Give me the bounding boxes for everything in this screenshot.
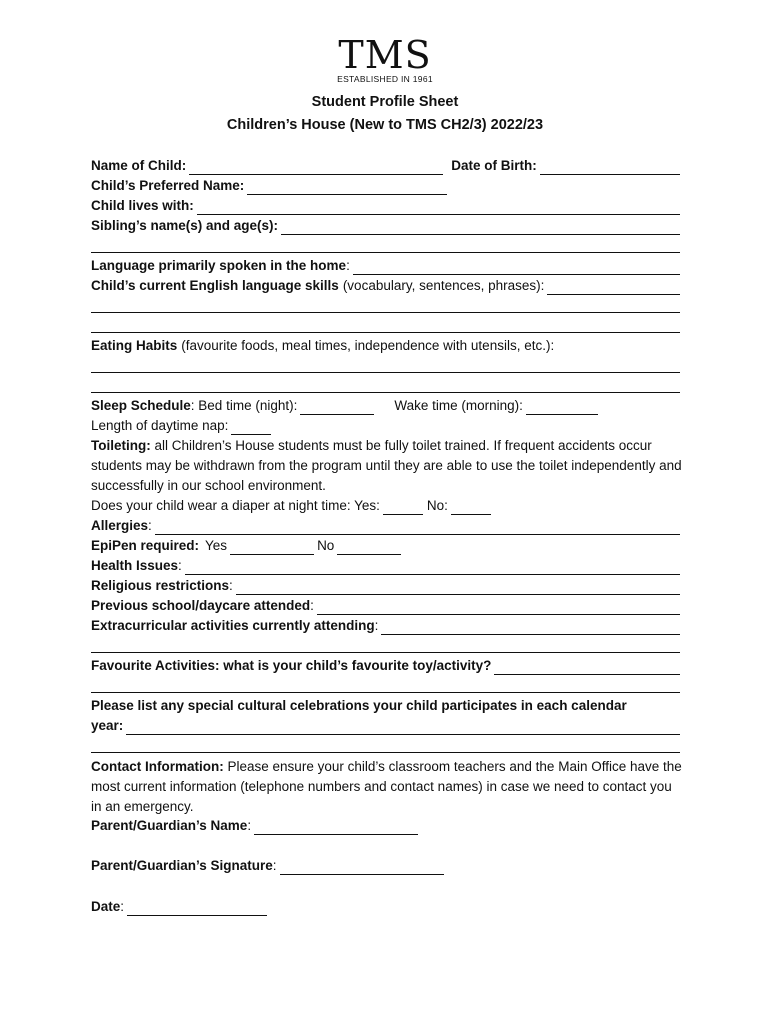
field-preferred-name[interactable]	[247, 180, 447, 195]
label-guardian-name: Parent/Guardian’s Name	[91, 818, 248, 833]
field-bed-time[interactable]	[300, 400, 374, 415]
label-epipen-yes: Yes	[205, 538, 228, 553]
label-lives-with: Child lives with:	[91, 198, 194, 213]
label-health: Health Issues	[91, 558, 179, 573]
row-health	[91, 557, 680, 575]
label-eating: Eating Habits	[91, 338, 178, 353]
label-colon: :	[181, 158, 187, 173]
label-sleep: Sleep Schedule	[91, 398, 191, 413]
row-name-dob	[91, 157, 680, 175]
label-wake-time: Wake time (morning):	[394, 398, 523, 413]
label-guardian-signature: Parent/Guardian’s Signature	[91, 858, 273, 873]
row-eating	[91, 337, 680, 355]
label-colon-health: :	[178, 558, 182, 573]
tms-logo	[0, 33, 770, 84]
field-guardian-signature[interactable]	[280, 860, 444, 875]
field-guardian-name[interactable]	[254, 820, 418, 835]
row-guardian-name	[91, 817, 680, 835]
logo-wordmark: TMS	[338, 33, 432, 77]
field-extracurricular-extra[interactable]	[91, 652, 680, 653]
label-colon-guardian-name: :	[247, 818, 252, 833]
label-colon-language: :	[346, 258, 350, 273]
row-language	[91, 257, 680, 275]
field-diaper-no[interactable]	[451, 500, 491, 515]
label-colon-extracurricular: :	[374, 618, 379, 633]
row-english-skills	[91, 277, 680, 295]
row-epipen	[91, 537, 680, 555]
label-religious: Religious restrictions	[91, 578, 230, 593]
field-religious[interactable]	[236, 580, 680, 595]
row-allergies	[91, 517, 680, 535]
field-date[interactable]	[127, 901, 267, 916]
field-allergies[interactable]	[155, 520, 680, 535]
label-preferred-name: Child’s Preferred Name:	[91, 178, 245, 193]
field-nap[interactable]	[231, 420, 271, 435]
label-name-of-child: Name of Child	[91, 158, 182, 173]
label-cultural: Please list any special cultural celebrations your child participates in each calendar	[91, 698, 627, 713]
field-english-skills[interactable]	[547, 280, 680, 295]
field-eating-1[interactable]	[91, 372, 680, 373]
row-favourite	[91, 657, 680, 675]
label-colon-dob: :	[532, 158, 537, 173]
label-allergies: Allergies	[91, 518, 149, 533]
label-siblings: Sibling’s name(s) and age(s):	[91, 218, 279, 233]
field-siblings[interactable]	[281, 220, 680, 235]
row-nap	[91, 417, 680, 435]
label-favourite: Favourite Activities: what is your child’s favourite toy/activity?	[91, 658, 492, 673]
field-language[interactable]	[353, 260, 680, 275]
field-lives-with[interactable]	[197, 200, 680, 215]
row-siblings	[91, 217, 680, 235]
row-extracurricular	[91, 617, 680, 635]
label-colon-previous: :	[310, 598, 314, 613]
field-english-skills-extra-2[interactable]	[91, 332, 680, 333]
form-title: Student Profile Sheet	[311, 94, 459, 110]
contact-paragraph	[91, 757, 683, 817]
field-extracurricular[interactable]	[381, 620, 680, 635]
field-favourite-extra[interactable]	[91, 692, 680, 693]
label-date-of-birth: Date of Birth	[451, 158, 533, 173]
label-contact: Contact Information:	[91, 759, 224, 774]
field-wake-time[interactable]	[526, 400, 598, 415]
field-date-of-birth[interactable]	[540, 160, 680, 175]
toileting-paragraph	[91, 436, 683, 496]
row-guardian-signature	[91, 857, 680, 875]
label-bed-time: : Bed time (night):	[190, 398, 298, 413]
label-eating-note: (favourite foods, meal times, independence with utensils, etc.):	[181, 338, 555, 353]
field-previous-school[interactable]	[317, 600, 680, 615]
label-extracurricular: Extracurricular activities currently attending	[91, 618, 375, 633]
label-nap: Length of daytime nap:	[91, 418, 229, 433]
field-health[interactable]	[185, 560, 680, 575]
label-colon-allergies: :	[148, 518, 152, 533]
label-date: Date	[91, 899, 121, 914]
row-preferred-name	[91, 177, 680, 195]
field-english-skills-extra-1[interactable]	[91, 312, 680, 313]
label-colon-signature: :	[272, 858, 277, 873]
field-name-of-child[interactable]	[189, 160, 443, 175]
row-cultural-1	[91, 697, 680, 715]
label-diaper-no: No:	[426, 498, 448, 513]
field-favourite[interactable]	[494, 660, 680, 675]
row-previous-school	[91, 597, 680, 615]
label-epipen: EpiPen required:	[91, 538, 200, 553]
field-diaper-yes[interactable]	[383, 500, 423, 515]
field-cultural[interactable]	[126, 720, 680, 735]
row-lives-with	[91, 197, 680, 215]
field-siblings-extra[interactable]	[91, 252, 680, 253]
label-epipen-no: No	[317, 538, 335, 553]
toileting-text: all Children’s House students must be fully toilet trained. If frequent accidents occur students may be withdrawn from the program until they are able to use the toilet independently and successfully in our school environment.	[91, 438, 682, 493]
label-language: Language primarily spoken in the home	[91, 258, 347, 273]
field-epipen-yes[interactable]	[230, 540, 314, 555]
label-previous-school: Previous school/daycare attended	[91, 598, 311, 613]
field-epipen-no[interactable]	[337, 540, 401, 555]
row-sleep	[91, 397, 680, 415]
logo-established: ESTABLISHED IN 1961	[337, 74, 433, 84]
label-colon-date: :	[120, 899, 125, 914]
row-religious	[91, 577, 680, 595]
label-toileting: Toileting:	[91, 438, 151, 453]
row-date	[91, 898, 680, 916]
row-cultural-2	[91, 717, 680, 735]
label-colon-religious: :	[229, 578, 233, 593]
contact-text: Please ensure your child’s classroom teachers and the Main Office have the most current information (telephone numbers and contact names) in case we need to contact you in an emergency.	[91, 759, 682, 814]
label-cultural-year: year:	[91, 718, 124, 733]
form-subtitle: Children’s House (New to TMS CH2/3) 2022/23	[226, 117, 544, 133]
row-diaper	[91, 497, 680, 515]
label-english-skills: Child’s current English language skills	[91, 278, 339, 293]
field-eating-2[interactable]	[91, 392, 680, 393]
field-cultural-extra[interactable]	[91, 752, 680, 753]
label-english-skills-note: (vocabulary, sentences, phrases):	[342, 278, 545, 293]
label-diaper: Does your child wear a diaper at night time: Yes:	[91, 498, 380, 513]
